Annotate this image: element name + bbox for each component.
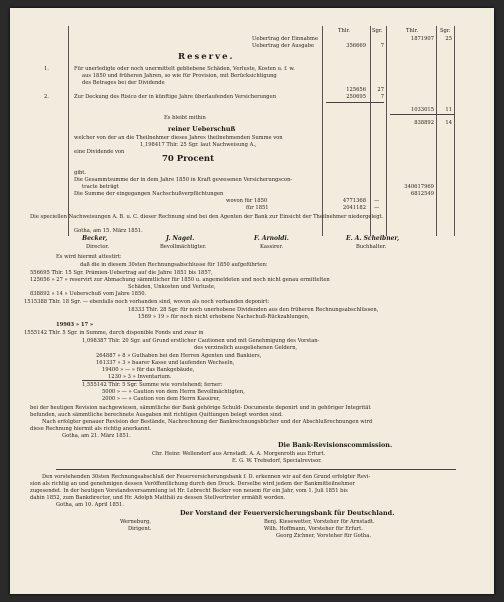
carry-in-b-sgr: 25 (445, 36, 452, 42)
closing-paragraph: sion als richtig an und genehmigen dessen Veröffentlichung durch den Druck. Derselbe wird jedem der Bankmitteilnehmer (30, 481, 355, 487)
place-date-1: Gotha, am 15. März 1851. (74, 228, 143, 234)
attest-paragraph: Nach erfolgter genauer Revision der Bestände, Nachrechnung der Bankrechnungsbücher und der Abschlußrechnungen wird (42, 419, 373, 425)
attest-line: 125656 » 27 » reservirt zur Abmachung sämmtlicher für 1850 u. angemeldeten und noch nicht genau ermittelten (30, 277, 330, 283)
reserve-text-1b: aus 1850 und früheren Jahren, so wie für Provision, mit Berücksichtigung (82, 73, 277, 79)
column-rule (386, 26, 387, 236)
sum-line-5: für 1851 (246, 205, 269, 211)
attest-paragraph: befunden, auch sämmtliche berechnete Ausgaben mit richtigen Quittungen belegt worden sind. (30, 412, 283, 418)
column-rule (370, 26, 371, 236)
sum-line-4: wovon für 1850 (226, 198, 268, 204)
reiner-line-1: welcher von der an die Theilnehmer dieses Jahres theilnehmenden Summe von (74, 135, 283, 141)
col-header-sgr-2: Sgr. (440, 28, 451, 34)
board-member: Wilh. Hoffmann, Vorsteher für Erfurt. (264, 526, 363, 532)
column-rule (454, 26, 455, 236)
attest-line: 556695 Thlr. 15 Sgr. Prämien-Uebertrag auf die Jahre 1851 bis 1857, (30, 270, 213, 276)
note: Die speciellen Nachweisungen A. B. u. C. dieser Rechnung sind bei den Agenten der Bank zur Einsicht der Theilnehmer niedergelegt. (30, 214, 384, 220)
reiner-line-4: gibt. (74, 170, 87, 176)
remaining-sgr: 14 (445, 120, 452, 126)
reserve-thlr-1: 125656 (346, 87, 366, 93)
closing-place-date: Gotha, am 10. April 1851. (56, 502, 125, 508)
attest-place-date: Gotha, am 21. März 1851. (62, 433, 131, 439)
sum-v1: 340617969 (404, 184, 434, 190)
document-page (10, 8, 494, 594)
carry-in-a-thlr: 356669 (346, 43, 366, 49)
attest-line: 1,098387 Thlr. 20 Sgr. auf Grund erstlicher Cautionen und mit Genehmigung des Vorstan- (82, 338, 320, 344)
reserve-text-2a: Zur Deckung des Risico der in künftige Jahre überlaufenden Versicherungen (74, 94, 277, 100)
attest-line: 264887 » 8 » Guthaben bei den Herren Agenten und Bankiers, (96, 353, 262, 359)
col-header-thlr-2: Thlr. (406, 28, 419, 34)
closing-paragraph: dahin 1852, zum Bankdirector, und Hr. Adolph Matthäi zu dessen Stellvertreter ermählt worden. (30, 495, 286, 501)
attest-line: 1,555142 Thlr. 5 Sgr. Summe wie vorstehend; ferner: (82, 382, 223, 388)
attest-line: 1230 » 3 » Inventarium. (108, 374, 172, 380)
attest-line: 5000 » — » Caution von dem Herrn Bevollmächtigten, (102, 389, 245, 395)
revision-line: E. G. W. Trebsdorf, Specialrevisor. (232, 458, 322, 464)
reserve-sgr-1: 27 (377, 87, 384, 93)
sum-rule (390, 114, 454, 115)
remaining-thlr: 838892 (414, 120, 434, 126)
reserve-text-1a: Für unerledigte oder noch unermittelt gebliebene Schäden, Verluste, Kosten u. f. w. (74, 66, 295, 72)
col-header-sgr: Sgr. (372, 28, 383, 34)
attest-line: 2000 » — » Caution von dem Herrn Kassirer, (102, 396, 221, 402)
signer-role: Bevollmächtigter. (160, 244, 207, 250)
attest-line: Schäden, Unkosten und Verluste, (128, 284, 216, 290)
attest-line: 838892 » 14 » Ueberschuß vom Jahre 1850. (30, 291, 147, 297)
board-member: Benj. Kiesewetter, Vorsteher für Arnstadt. (264, 519, 375, 525)
reserve-no-2: 2. (44, 94, 49, 100)
sum-v4: 2041182 (342, 205, 366, 211)
sum-line-2: tracte beträgt (82, 184, 119, 190)
board-member: Georg Zichner, Vorsteher für Gotha. (276, 533, 371, 539)
attest-line: 19903 » 17 » (56, 322, 94, 328)
reserve-sgr-2: 7 (380, 94, 384, 100)
carry-in-expense: Uebertrag der Ausgabe (252, 43, 315, 49)
revision-line: Chr. Heinr. Wellendorf aus Arnstadt. A. A. Morgenroth aus Erfurt. (152, 451, 326, 457)
reiner-title: reiner Ueberschuß (168, 125, 236, 133)
attest-line: 18333 Thlr. 28 Sgr. für noch unerhobene Dividenden aus den früheren Rechnungsabschlüssen, (128, 307, 379, 313)
attest-line: 1515388 Thlr. 18 Sgr. — ebenfalls noch vorhanden sind, wovon als noch vorhanden deponirt: (24, 299, 270, 305)
carry-in-b-thlr: 1871907 (410, 36, 434, 42)
sum-line-3: Die Summe der eingegangen Nachschußverpflichtungen (74, 191, 224, 197)
attest-line: des verzinslich ausgeliehenen Geldern, (194, 345, 298, 351)
sum-rule (82, 380, 142, 381)
board-title: Der Vorstand der Feuerversicherungsbank für Deutschland. (180, 509, 395, 517)
reserve-text-1c: des Betrages bei der Dividende (82, 80, 165, 86)
attest-line: daß die in diesem 30sten Rechnungsabschlusse für 1850 aufgeführten: (80, 262, 268, 268)
attest-line: 1569 » 19 » für noch nicht erhobene Nachschuß-Rückzahlungen, (138, 314, 310, 320)
reiner-line-3: eine Dividende von (74, 149, 125, 155)
reserve-thlr-2: 250695 (346, 94, 366, 100)
subtotal-sgr: 11 (445, 107, 452, 113)
signer-name: J. Nagel. (166, 235, 195, 242)
dividend-percent: 70 Procent (162, 154, 215, 164)
subtotal-thlr: 1033015 (410, 107, 434, 113)
board-left-name: Werneburg, (120, 519, 151, 525)
signer-role: Kassirer. (260, 244, 284, 250)
sum-dash-2: — (374, 205, 380, 211)
signer-name: E. A. Scheibner, (346, 235, 400, 242)
attest-line: 1555142 Thlr. 5 Sgr. in Summe, durch disponible Fonds und zwar in (24, 330, 204, 336)
board-left-role: Dirigent. (128, 526, 152, 532)
remaining-line: Es bleibt mithin (164, 115, 206, 121)
attest-paragraph: bei der heutigen Revision nachgewiesen, sämmtliche der Bank gehörige Schuld- Documente deponirt und in gehöriger Integrität (30, 405, 371, 411)
sum-v3: 4771368 (342, 198, 366, 204)
reserve-no-1: 1. (44, 66, 49, 72)
column-rule (68, 26, 69, 236)
closing-paragraph: Den vorstehenden 30sten Rechnungsabschluß der Feuerversicherungsbank f. D. erkennen wir auf den Grund erfolgter Revi- (42, 474, 371, 480)
carry-in-a-sgr: 7 (380, 43, 384, 49)
attest-paragraph: diese Rechnung hiermit als richtig anerkannt. (30, 426, 152, 432)
reiner-line-2: 1,198417 Thlr. 25 Sgr. laut Nachweisung A., (140, 142, 257, 148)
carry-in-income: Uebertrag der Einnahme (252, 36, 319, 42)
sum-line-1: Die Gesammtsumme der in dem Jahre 1850 in Kraft gewesenen Versicherungscon- (74, 177, 293, 183)
signer-role: Buchhalter. (356, 244, 387, 250)
attest-line: 161337 » 3 » baarer Kasse und laufenden Wechseln, (96, 360, 235, 366)
sum-rule (326, 102, 384, 103)
document-body (16, 14, 488, 588)
signer-name: F. Arnoldi. (254, 235, 289, 242)
attest-line: 19400 » — » für das Bankgebäude, (102, 367, 195, 373)
reserve-title: Reserve. (178, 52, 235, 62)
sum-v2: 6812549 (410, 191, 434, 197)
sum-dash-1: — (374, 198, 380, 204)
col-header-thlr: Thlr. (338, 28, 351, 34)
signer-name: Becker, (82, 235, 108, 242)
closing-paragraph: zugesendet. In der heutigen Vorstandsversammlung ist Hr. Lebrecht Becker von neuem für ein Jahr, vom 1. Juli 1851 bis (30, 488, 348, 494)
column-rule (322, 26, 323, 236)
signer-role: Director. (86, 244, 110, 250)
attest-intro: Es wird hiermit attestirt: (56, 254, 122, 260)
column-rule (436, 26, 437, 236)
revision-title: Die Bank-Revisionscommission. (278, 441, 393, 449)
divider (56, 469, 456, 470)
